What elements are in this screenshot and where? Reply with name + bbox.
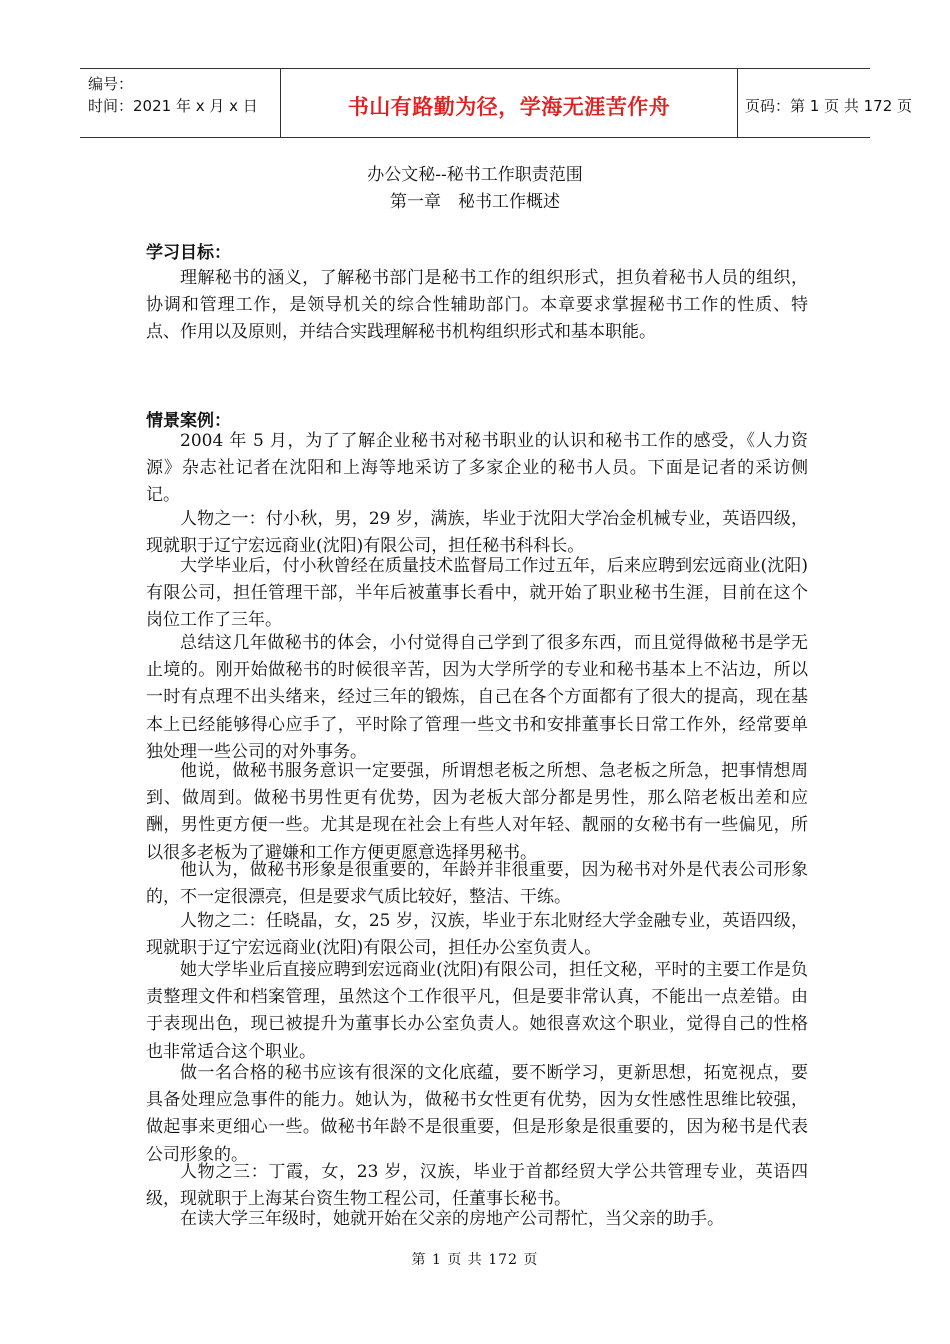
case-paragraph-7: 人物之二：任晓晶，女，25 岁，汉族，毕业于东北财经大学金融专业，英语四级，现就职于辽宁宏远商业(沈阳)有限公司，担任办公室负责人。: [146, 911, 808, 959]
case-paragraph-10: 人物之三：丁霞，女，23 岁，汉族，毕业于首都经贸大学公共管理专业，英语四级，现就职于上海某台资生物工程公司，任董事长秘书。: [146, 1162, 808, 1210]
header-motto: 书山有路勤为径，学海无涯苦作舟: [347, 95, 671, 119]
case-paragraph-11: 在读大学三年级时，她就开始在父亲的房地产公司帮忙，当父亲的助手。: [180, 1209, 724, 1229]
header-motto-cell: [280, 69, 738, 137]
document-title: 办公文秘--秘书工作职责范围: [367, 165, 583, 185]
case-paragraph-2: 人物之一：付小秋，男，29 岁，满族，毕业于沈阳大学冶金机械专业，英语四级，现就职于辽宁宏远商业(沈阳)有限公司，担任秘书科科长。: [146, 509, 808, 557]
case-paragraph-8: 她大学毕业后直接应聘到宏远商业(沈阳)有限公司，担任文秘，平时的主要工作是负责整理文件和档案管理，虽然这个工作很平凡，但是要非常认真，不能出一点差错。由于表现出色，现已被提升为董事长办公室负责人。她很喜欢这个职业，觉得自己的性格也非常适合这个职业。: [146, 960, 808, 1062]
document-number-label: 编号：: [88, 75, 134, 93]
case-paragraph-5: 他说，做秘书服务意识一定要强，所谓想老板之所想、急老板之所急，把事情想周到、做周到。做秘书男性更有优势，因为老板大部分都是男性，那么陪老板出差和应酬，男性更方便一些。尤其是现在社会上有些人对年轻、靓丽的女秘书有一些偏见，所以很多老板为了避嫌和工作方便更愿意选择男秘书。: [146, 761, 808, 863]
objectives-paragraph: 理解秘书的涵义，了解秘书部门是秘书工作的组织形式，担负着秘书人员的组织，协调和管理工作，是领导机关的综合性辅助部门。本章要求掌握秘书工作的性质、特点、作用以及原则，并结合实践理解秘书机构组织形式和基本职能。: [146, 268, 808, 343]
chapter-title: 第一章 秘书工作概述: [390, 192, 560, 212]
case-paragraph-6: 他认为，做秘书形象是很重要的，年龄并非很重要，因为秘书对外是代表公司形象的，不一定很漂亮，但是要求气质比较好，整洁、干练。: [146, 860, 808, 908]
page-footer: 第 1 页 共 172 页: [411, 1252, 539, 1268]
header-page-code: 页码：第 1 页 共 172 页: [745, 97, 913, 115]
document-header: [80, 68, 913, 138]
header-meta-cell: [80, 69, 280, 137]
document-date-label: 时间：2021 年 x 月 x 日: [88, 97, 258, 115]
case-paragraph-1: 2004 年 5 月，为了了解企业秘书对秘书职业的认识和秘书工作的感受，《人力资源》杂志社记者在沈阳和上海等地采访了多家企业的秘书人员。下面是记者的采访侧记。: [146, 431, 808, 506]
case-paragraph-9: 做一名合格的秘书应该有很深的文化底蕴，要不断学习，更新思想，拓宽视点，要具备处理应急事件的能力。她认为，做秘书女性更有优势，因为女性感性思维比较强，做起事来更细心一些。做秘书年龄不是很重要，但是形象是很重要的，因为秘书是代表公司形象的。: [146, 1063, 808, 1165]
case-paragraph-4: 总结这几年做秘书的体会，小付觉得自己学到了很多东西，而且觉得做秘书是学无止境的。刚开始做秘书的时候很辛苦，因为大学所学的专业和秘书基本上不沾边，所以一时有点理不出头绪来，经过三年的锻炼，自己在各个方面都有了很大的提高，现在基本上已经能够得心应手了，平时除了管理一些文书和安排董事长日常工作外，经常要单独处理一些公司的对外事务。: [146, 633, 808, 762]
header-page-cell: [737, 69, 913, 137]
case-heading: 情景案例：: [146, 411, 231, 431]
case-paragraph-3: 大学毕业后，付小秋曾经在质量技术监督局工作过五年，后来应聘到宏远商业(沈阳)有限公司，担任管理干部，半年后被董事长看中，就开始了职业秘书生涯，目前在这个岗位工作了三年。: [146, 556, 808, 631]
objectives-heading: 学习目标：: [146, 243, 231, 263]
